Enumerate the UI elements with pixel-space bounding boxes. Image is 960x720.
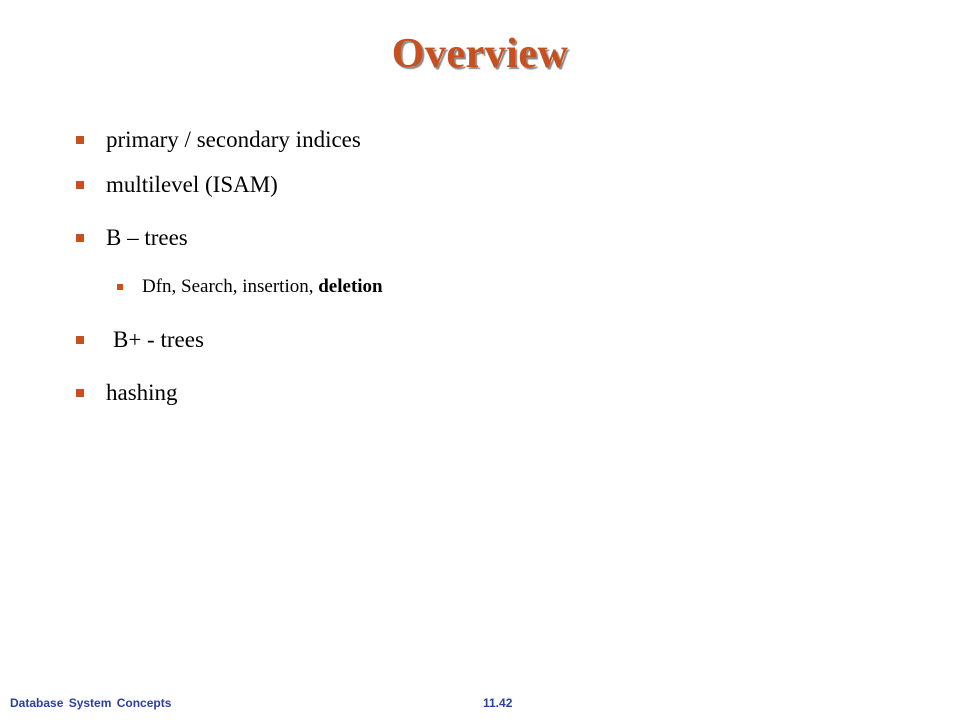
bullet-text: hashing xyxy=(106,380,178,405)
bullet-text: B – trees xyxy=(106,225,188,250)
slide-title: Overview xyxy=(391,31,569,77)
sub-bullet-emphasis: deletion xyxy=(318,276,383,297)
bullet-item xyxy=(76,172,278,198)
square-bullet-icon xyxy=(76,336,84,344)
bullet-text: B+ - trees xyxy=(113,327,204,352)
square-bullet-icon xyxy=(76,234,84,242)
sub-bullet-text xyxy=(142,276,383,298)
bullet-text: multilevel (ISAM) xyxy=(106,172,278,197)
bullet-text: primary / secondary indices xyxy=(106,127,361,152)
sub-bullet-item xyxy=(117,276,383,298)
square-bullet-icon xyxy=(76,181,84,189)
bullet-item xyxy=(76,327,204,353)
footer-slide-number: 11.42 xyxy=(483,696,513,710)
square-bullet-icon xyxy=(76,136,84,144)
footer-book-title: Database System Concepts xyxy=(10,696,172,710)
bullet-item xyxy=(76,127,361,153)
bullet-item xyxy=(76,225,188,251)
bullet-item xyxy=(76,380,178,406)
sub-bullet-prefix: Dfn, Search, insertion, xyxy=(142,276,319,297)
square-bullet-icon xyxy=(117,284,123,290)
square-bullet-icon xyxy=(76,389,84,397)
